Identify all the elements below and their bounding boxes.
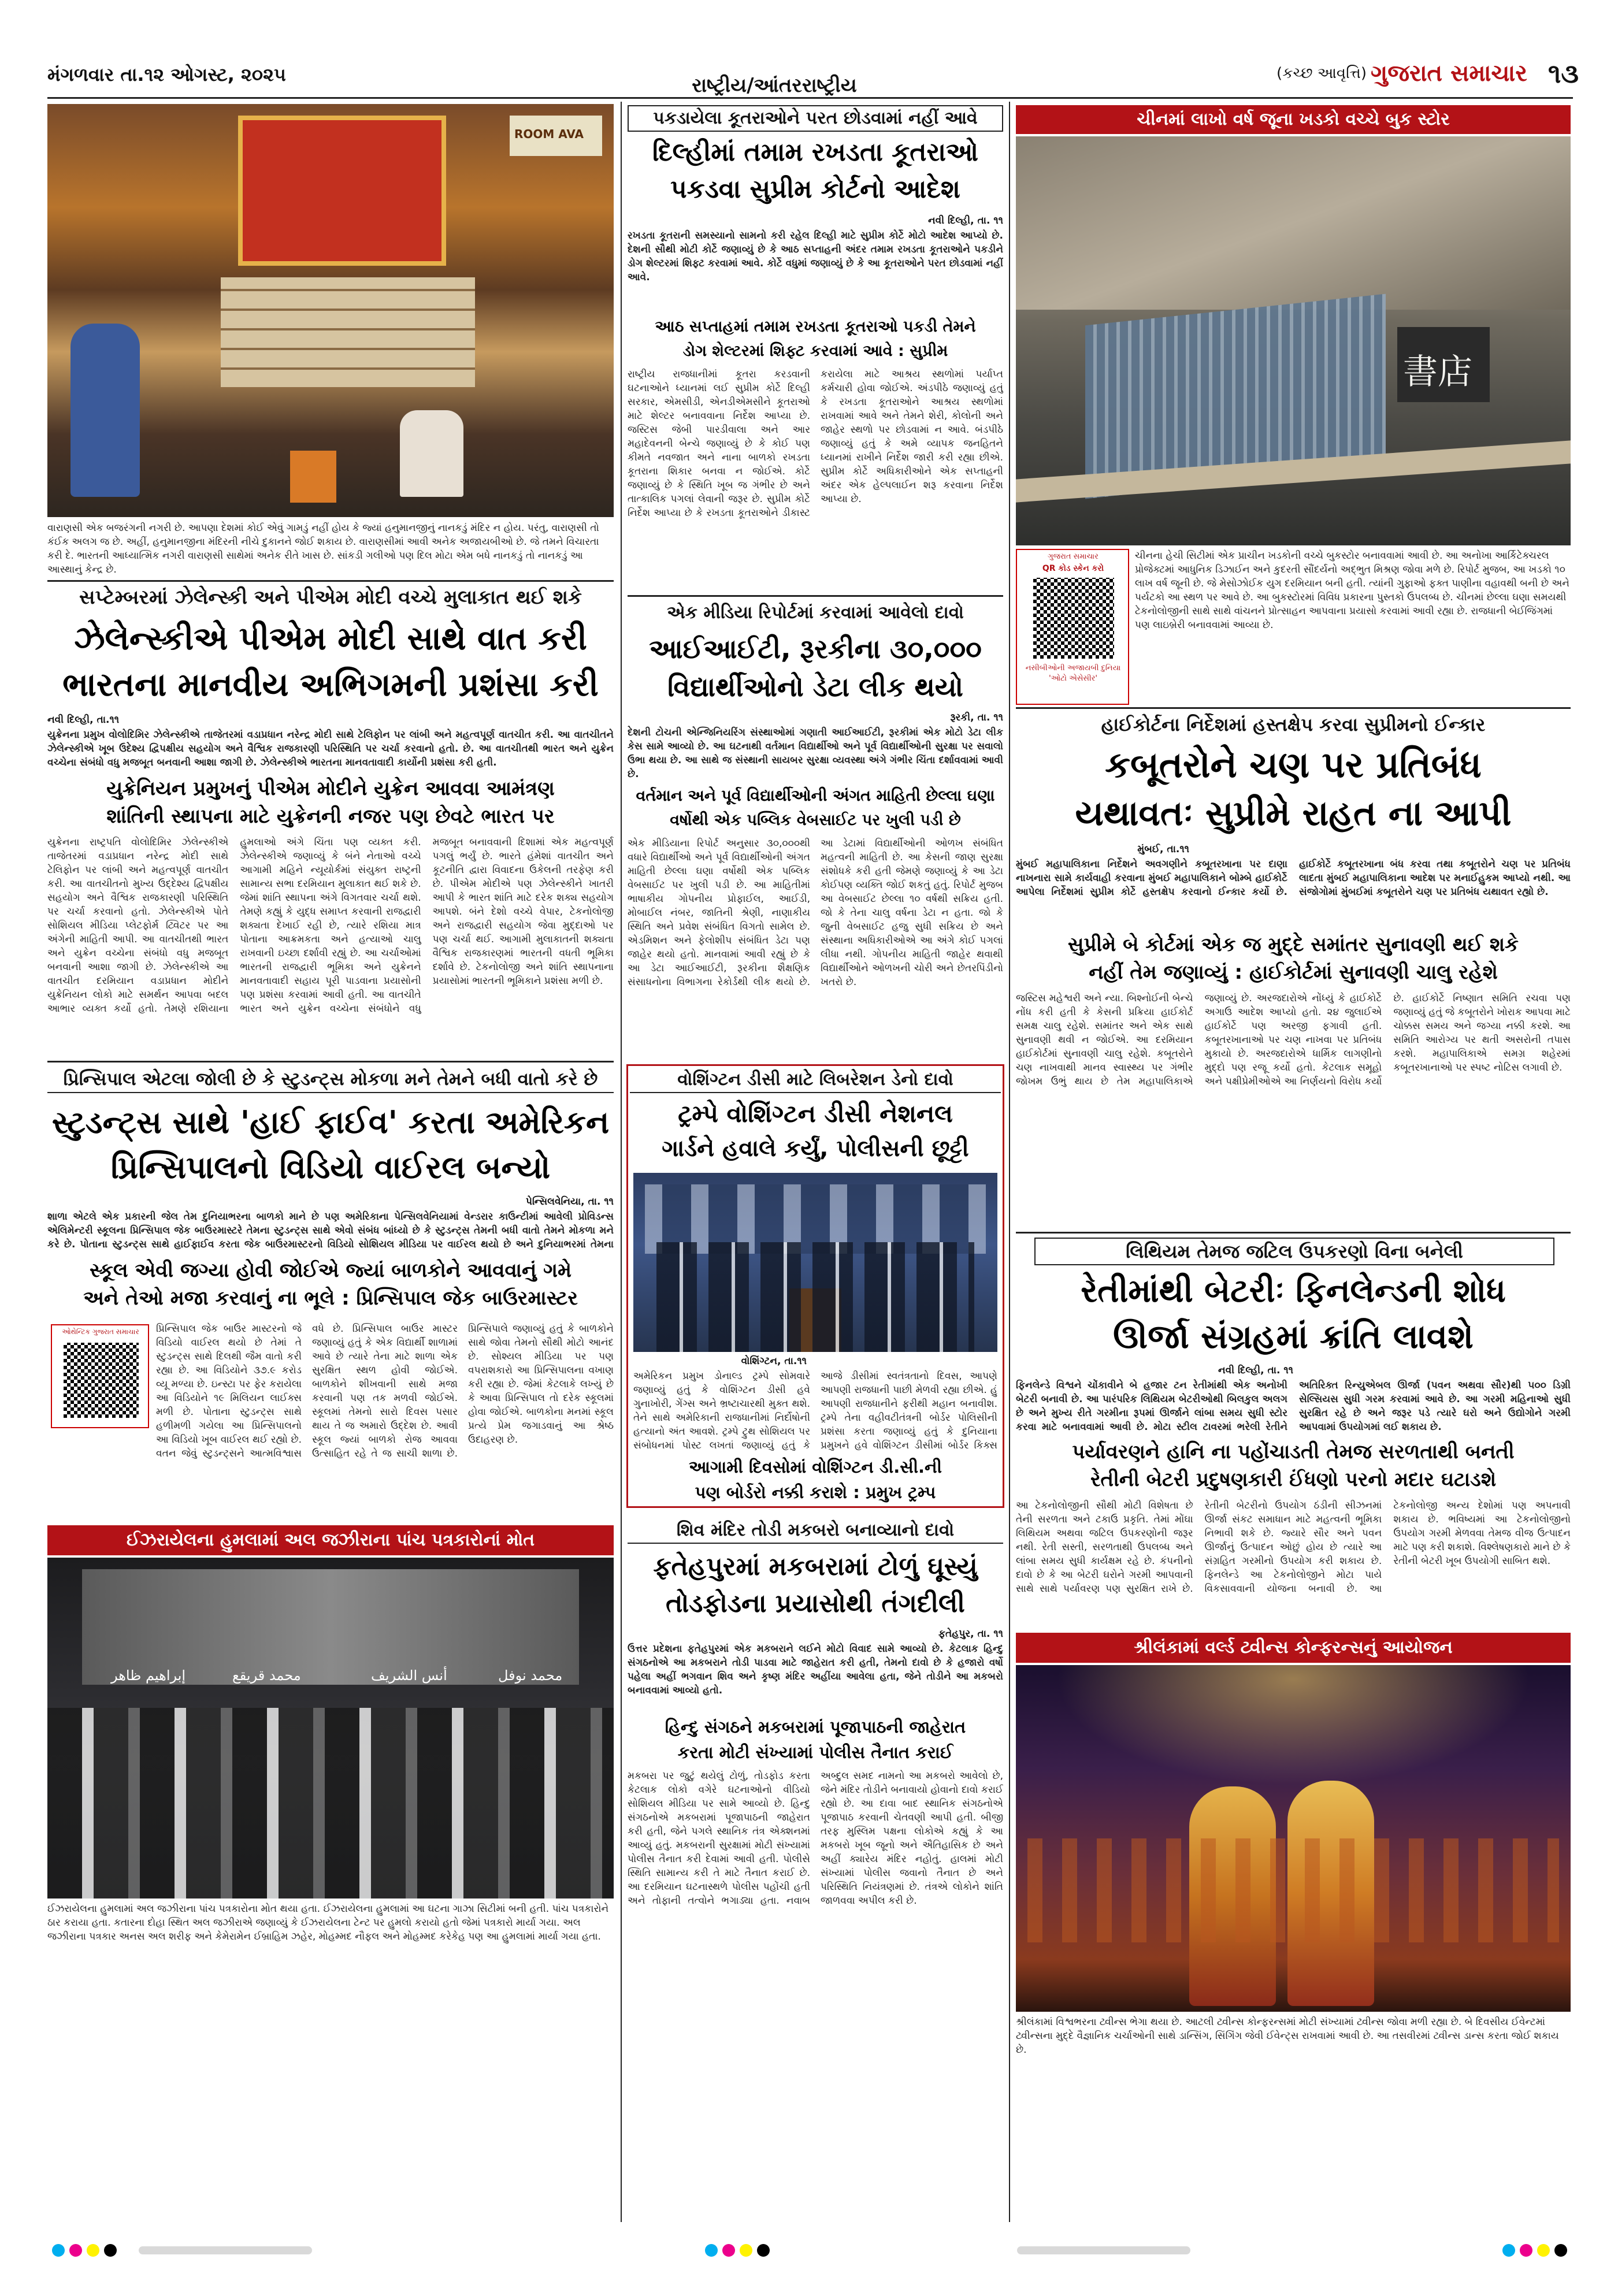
china-photo <box>1016 136 1571 545</box>
zelensky-subhead-1: યુક્રેનિયન પ્રમુખનું પીએમ મોદીને યુક્રેન આવવા આમંત્રણ <box>106 777 555 800</box>
varanasi-shop-sign: ROOM AVA <box>510 116 602 156</box>
zelensky-headline-1: ઝેલેન્સ્કીએ પીએમ મોદી સાથે વાત કરી <box>74 620 587 657</box>
rule-mid-1 <box>628 595 1003 597</box>
registration-mark-cyan <box>52 2244 65 2257</box>
fatehpur-kicker: શિવ મંદિર તોડી મકબરો બનાવ્યાનો દાવો <box>628 1518 1003 1544</box>
varanasi-pedestrian <box>70 324 140 497</box>
varanasi-photo <box>47 104 614 517</box>
battery-body: આ ટેકનોલોજીની સૌથી મોટી વિશેષતા છે તેની સરળતા અને ટકાઉ પ્રકૃતિ. તેમાં મોંઘા લિથિયમ અથવા જટિલ ઉપકરણોની જરૂર નથી. રેતી સસ્તી, સરળતાથી ઉપલબ્ધ અને લાંબા સમય સુધી કાર્યક્ષમ રહે છે. કંપનીનો દાવો છે કે આ બેટરી ઘરોને ગરમી આપવાની સાથે સાથે પર્યાવરણ પણ સુરક્ષિત રાખે છે. રેતીની બેટરીનો ઉપયોગ ઠંડીની સીઝનમાં ઊર્જા સંકટ સમાધાન માટે મહત્વની ભૂમિકા નિભાવી શકે છે. જ્યારે સૌર અને પવન ઊર્જાનું ઉત્પાદન ઓછું હોય છે ત્યારે આ સંગ્રહિત ગરમીનો ઉપયોગ કરી શકાય છે. ફિનલેન્ડે આ ટેકનોલોજીને મોટા પાયે વિકસાવવાની યોજના બનાવી છે. આ ટેકનોલોજી અન્ય દેશોમાં પણ અપનાવી શકાય છે. ભવિષ્યમાં આ ટેકનોલોજીનો ઉપયોગ ગરમી મેળવવા તેમજ વીજ ઉત્પાદન માટે પણ કરી શકાશે. વિશ્લેષણકારો માને છે કે રેતીની બેટરી ખૂબ ઉપયોગી સાબિત થશે. <box>1016 1500 1571 1595</box>
china-caption: ચીનના હેચી સિટીમાં એક પ્રાચીન ખડકોની વચ્ચે બુકસ્ટોર બનાવવામાં આવી છે. આ અનોખા આર્કિટેક્ચરલ પ્રોજેક્ટમાં આધુનિક ડિઝાઈન અને કુદરતી સૌંદર્યનો અદ્ભુત મિશ્રણ જોવા મળે છે. રિપોર્ટ મુજબ, આ ખડકો ૧૦ લાખ વર્ષ જૂની છે. જે મેસોઝોઈક યુગ દરમિયાન બની હતી. ત્યાંની ગુફાઓ ફક્ત પાણીના વહાવથી બની છે અને પર્યટકો આ સ્થળ પર આવે છે. આ બુકસ્ટોરમાં વિવિધ પ્રકારના પુસ્તકો ઉપલબ્ધ છે. ચીનમાં છેલ્લા ઘણા સમયથી ટેકનોલોજીની સાથે સાથે વાંચનને પ્રોત્સાહન આપવાના પ્રયાસો કરવામાં આવી રહ્યા છે. રાજધાની બેઈજિંગમાં પણ લાઇબ્રેરી બનાવવામાં આવ્યા છે. <box>1135 550 1569 631</box>
footer-bar-right <box>1017 2246 1190 2254</box>
pigeons-intro: મુંબઈ મહાપાલિકાના નિર્દેશને અવગણીને કબૂતરખાના પર દાણા નાખનારા સામે કાર્યવાહી કરવાના મુંબઈ મહાપાલિકાને બોમ્બે હાઈકોર્ટે આપેલા નિર્દેશમાં સુપ્રીમ કોર્ટે હસ્તક્ષેપ કરવાનો ઈન્કાર કર્યો છે. હાઈકોર્ટે કબૂતરખાના બંધ કરવા તથા કબૂતરોને ચણ પર પ્રતિબંધ લાદતા મુંબઈ મહાપાલિકાના આદેશ પર મનાઈહુકમ આપ્યો નથી. આ સંજોગોમાં મુંબઈમાં કબૂતરોને ચણ પર પ્રતિબંધ યથાવત રહ્યો છે. <box>1016 859 1571 898</box>
trump-subhead-1: આગામી દિવસોમાં વોશિંગ્ટન ડી.સી.ની <box>689 1457 942 1477</box>
battery-dateline: નવી દિલ્હી, તા. ૧૧ <box>1218 1365 1293 1376</box>
china-qr-bottom: નસીબીઓની અજાયબી દુનિયા 'ઓટો એસેસીર' <box>1025 664 1121 683</box>
china-sign: 書店 <box>1397 327 1490 402</box>
israel-banner-name-2: محمد قريقع <box>232 1667 301 1684</box>
pigeons-subhead-1: સુપ્રીમે બે કોર્ટમાં એક જ મુદ્દે સમાંતર સુનાવણી થઈ શકે <box>1067 933 1519 956</box>
registration-mark-yellow <box>87 2244 99 2257</box>
varanasi-stool <box>290 451 336 503</box>
zelensky-subhead-2: શાંતિની સ્થાપના માટે યુક્રેનની નજર પણ છેવટે ભારત પર <box>106 805 555 828</box>
masthead-date: મંગળવાર તા.૧૨ ઓગસ્ટ, ૨૦૨૫ <box>47 64 286 86</box>
iit-subhead-1: વર્તમાન અને પૂર્વ વિદ્યાર્થીઓની અંગત માહિતી છેલ્લા ઘણા <box>636 787 995 805</box>
dogs-subhead-1: આઠ સપ્તાહમાં તમામ રખડતા કૂતરાઓ પકડી તેમને <box>655 318 976 336</box>
china-cliff <box>1016 136 1571 310</box>
registration-mark-magenta-3 <box>1520 2244 1532 2257</box>
battery-headline-1: રેતીમાંથી બેટરીઃ ફિનલેન્ડની શોધ <box>1081 1272 1506 1310</box>
principal-headline-2: પ્રિન્સિપાલનો વિડિયો વાઈરલ બન્યો <box>110 1149 551 1186</box>
fatehpur-headline-1: ફતેહપુરમાં મકબરામાં ટોળું ઘૂસ્યું <box>653 1552 978 1581</box>
trump-dateline: વોશિંગ્ટન, તા.૧૧ <box>741 1355 807 1367</box>
principal-qr-box <box>51 1324 149 1428</box>
principal-dateline: પેન્સિલવેનિયા, તા. ૧૧ <box>525 1196 614 1208</box>
battery-subhead-2: રેતીની બેટરી પ્રદુષણકારી ઈંધણો પરનો મદાર ઘટાડશે <box>1090 1468 1497 1491</box>
israel-caption: ઈઝરાયેલના હુમલામાં અલ જઝીરાના પાંચ પત્રકારોના મોત થયા હતા. ઈઝરાયેલના હુમલામાં આ ઘટના ગાઝા સિટીમાં બની હતી. પાંચ પત્રકારોને ઠાર કરાયા હતા. કતારના દોહા સ્થિત અલ જઝીરાએ જણાવ્યું કે ઈઝરાયેલના ટેન્ટ પર હુમલો કરાયો હતો જેમાં પત્રકારો માર્યા ગયા. અલ જઝીરાના પત્રકાર અનસ અલ શરીફ અને કેમેરામેન ઈબ્રાહિમ ઝહેર, મોહમ્મદ નૌફલ અને મોહમ્મદ કરેકેહ પણ આ હુમલામાં માર્યા ગયા હતા. <box>47 1903 609 1942</box>
varanasi-shopkeeper <box>400 410 463 497</box>
pigeons-subhead-2: નહીં તેમ જણાવ્યું : હાઈકોર્ટમાં સુનાવણી ચાલુ રહેશે <box>1089 961 1498 984</box>
principal-qr-caption: ઓથેન્ટિક ગુજરાત સમાચાર <box>62 1328 139 1336</box>
pigeons-headline-2: યથાવતઃ સુપ્રીમે રાહત ના આપી <box>1075 793 1512 834</box>
fatehpur-intro: ઉત્તર પ્રદેશના ફતેહપુરમાં એક મકબરાને લઈને મોટો વિવાદ સામે આવ્યો છે. કેટલાક હિન્દુ સંગઠનોએ આ મકબરાને તોડી પાડવા માટે જાહેરાત કરી હતી, તેમનો દાવો છે કે હજારો વર્ષો પહેલા અહીં ભગવાન શિવ અને કૃષ્ણ મંદિર અહીંયા આવેલા હતા, જેને તોડીને આ મકબરો બનાવવામાં આવ્યો હતો. <box>628 1643 1003 1696</box>
trump-subhead-2: પણ બોર્ડરો નક્કી કરાશે : પ્રમુખ ટ્રમ્પ <box>695 1483 936 1502</box>
zelensky-dateline: નવી દિલ્હી, તા.૧૧ <box>47 714 120 726</box>
masthead-rule <box>47 97 1573 99</box>
varanasi-shrine <box>238 116 446 266</box>
column-rule-left <box>621 102 622 2222</box>
principal-kicker: પ્રિન્સિપાલ એટલા જોલી છે કે સ્ટુડન્ટ્સ મોકળા મને તેમને બધી વાતો કરે છે <box>47 1067 614 1093</box>
registration-mark-black <box>104 2244 117 2257</box>
zelensky-intro: યુક્રેનના પ્રમુખ વોલોદિમિર ઝેલેન્સ્કીએ તાજેતરમાં વડાપ્રધાન નરેન્દ્ર મોદી સાથે ટેલિફોન પર લાંબી અને મહત્વપૂર્ણ વાતચીત કરી. આ વાતચીતને ઝેલેન્સ્કીએ ખૂબ ઉદેશ્ય દ્વિપક્ષીય સહયોગ અને વૈશ્વિક રાજકારણી પરિસ્થિતિ પર ચર્ચા કરવાનો હતો. છે. આ વાતચીતથી ભારત અને યુક્રેન વચ્ચેના સંબંધો વધુ મજબૂત બનવાની આશા જાગી છે. ઝેલેન્સ્કીએ ભારતના માનવતાવાદી કાર્યોની પ્રશંસા કરી હતી. <box>47 729 614 768</box>
iit-dateline: રૂરકી, તા. ૧૧ <box>950 712 1003 723</box>
principal-subhead-1: સ્કૂલ એવી જગ્યા હોવી જોઈએ જ્યાં બાળકોને આવવાનું ગમે <box>90 1259 572 1282</box>
dogs-intro: રખડતા કૂતરાની સમસ્યાનો સામનો કરી રહેલ દિલ્હી માટે સુપ્રીમ કોર્ટે મોટો આદેશ આપ્યો છે. દેશની સૌથી મોટી કોર્ટે જણાવ્યું છે કે આઠ સપ્તાહની અંદર તમામ રખડતા કૂતરાઓને પકડીને ડોગ શેલ્ટરમાં શિફ્ટ કરવામાં આવે. કોર્ટે વધુમાં જણાવ્યું છે કે આ કૂતરાઓને પરત છોડવામાં નહીં આવે. <box>628 230 1003 283</box>
china-qr-box <box>1016 549 1129 705</box>
battery-kicker: લિથિયમ તેમજ જટિલ ઉપકરણો વિના બનેલી <box>1034 1238 1554 1265</box>
israel-bar: ઈઝરાયેલના હુમલામાં અલ જઝીરાના પાંચ પત્રકારોનાં મોત <box>47 1525 614 1555</box>
principal-headline-1: સ્ટુડન્ટ્સ સાથે 'હાઈ ફાઈવ' કરતા અમેરિકન <box>51 1104 610 1140</box>
battery-intro: ફિનલેન્ડે વિશ્વને ચોંકાવીને બે હજાર ટન રેતીમાંથી એક અનોખી બેટરી બનાવી છે. આ પારંપરિક લિથિયમ બેટરીઓથી બિલકુલ અલગ છે અને મુખ્ય રીતે ગરમીના રૂપમાં ઊર્જાને લાંબા સમય સુધી સ્ટોર કરવા માટે બનાવવામાં આવી છે. મોટા સ્ટીલ ટાવરમાં ભરેલી રેતીને અતિરિક્ત રિન્યુએબલ ઊર્જા (પવન અથવા સૌર)થી ૫૦૦ ડિગ્રી સેલ્સિયસ સુધી ગરમ કરવામાં આવે છે. આ ગરમી મહિનાઓ સુધી સુરક્ષિત રહે છે અને જરૂર પડે ત્યારે ઘરો અને ઉદ્યોગોને ગરમી આપવામાં ઉપયોગમાં લઈ શકાય છે. <box>1016 1380 1571 1433</box>
fatehpur-headline-2: તોડફોડના પ્રયાસોથી તંગદીલી <box>666 1589 965 1618</box>
china-bar: ચીનમાં લાખો વર્ષ જૂના ખડકો વચ્ચે બુક સ્ટોર <box>1016 105 1571 134</box>
fatehpur-body: મકબરા પર જુટું થયેલું ટોળું, તોડફોડ કરતા કેટલાક લોકો વગેરે ઘટનાઓનો વીડિયો સોશિયલ મીડિયા પર સામે આવ્યો છે. હિન્દુ સંગઠનોએ મકબરામાં પૂજાપાઠની જાહેરાત કરી હતી, જેને પગલે સ્થાનિક તંત્ર એક્શનમાં આવ્યું હતું. મકબરાની સુરક્ષામાં મોટી સંખ્યામાં પોલીસ તૈનાત કરી દેવામાં આવી હતી. પોલીસે સ્થિતિ સામાન્ય કરી તે માટે તૈનાત કરાઈ છે. આ દરમિયાન ઘટનાસ્થળે પોલીસ પહોંચી હતી અને તોફાની તત્વોને ભગાડ્યા હતા. નવાબ અબ્દુલ સમદ નામનો આ મકબરો આવેલો છે, જેને મંદિર તોડીને બનાવાયો હોવાનો દાવો કરાઈ રહ્યો છે. આ દાવા બાદ સ્થાનિક સંગઠનોએ પૂજાપાઠ કરવાની ચેતવણી આપી હતી. બીજી તરફ મુસ્લિમ પક્ષના લોકોએ કહ્યું કે આ મકબરો ખૂબ જૂનો અને ઐતિહાસિક છે અને અહીં ક્યારેય મંદિર નહોતું. હાલમાં મોટી સંખ્યામાં પોલીસ જવાનો તૈનાત છે અને પરિસ્થિતિ નિયંત્રણમાં છે. તંત્રએ લોકોને શાંતિ જાળવવા અપીલ કરી છે. <box>628 1770 1003 1907</box>
china-qr-label: QR કોડ સ્કેન કરો <box>1042 564 1104 573</box>
srilanka-bar: શ્રીલંકામાં વર્લ્ડ ટ્વીન્સ કોન્ફરન્સનું આયોજન <box>1016 1633 1571 1663</box>
trump-officials <box>656 1242 974 1352</box>
fatehpur-dateline: ફતેહપુર, તા. ૧૧ <box>938 1628 1003 1640</box>
iit-body: એક મીડિયાના રિપોર્ટ અનુસાર ૩૦,૦૦૦થી વધારે વિદ્યાર્થીઓ અને પૂર્વ વિદ્યાર્થીઓની અંગત માહિતી છેલ્લા ઘણા વર્ષોથી એક પબ્લિક વેબસાઈટ પર ખુલી પડી છે. આ માહિતીમાં ભાષાકીય ગોપનીય પ્રોફાઈલ, આઈડી, મોબાઈલ નંબર, જાતિની શ્રેણી, નાણાકીય સ્થિતિ અને પ્રવેશ સંબંધિત વિગતો સામેલ છે. એડમિશન અને ફેલોશીપ સંબંધિત ડેટા પણ જાહેર થયો હતો. માનવામાં આવી રહ્યું છે કે આ ડેટા આઈઆઈટી, રૂરકીના શૈક્ષણિક સંસાધનોના વિભાગના રેકોર્ડથી લીક થયો છે. આ ડેટામાં વિદ્યાર્થીઓની ઓળખ સંબંધિત મહત્વની માહિતી છે. આ કેસની જાણ સુરક્ષા સંશોધકે કરી હતી જેમણે જણાવ્યું કે આ ડેટા કોઈપણ વ્યક્તિ જોઈ શકતું હતું. રિપોર્ટ મુજબ આ વેબસાઈટ છેલ્લા ૧૦ વર્ષથી સક્રિય હતી. જો કે તેના ચાલુ વર્ષના ડેટા ન હતા. જો કે જુની વેબસાઈટ હજુ સુધી સક્રિય છે અને સંસ્થાના અધિકારીઓએ આ અંગે કોઈ પગલાં લીધા નથી. ગોપનીય માહિતી જાહેર થવાથી વિદ્યાર્થીઓને ઓળખની ચોરી અને છેતરપિંડીનો ખતરો છે. <box>628 838 1003 988</box>
trump-body: અમેરિકન પ્રમુખ ડોનાલ્ડ ટ્રમ્પે સોમવારે જણાવ્યું હતું કે વોશિંગ્ટન ડીસી હવે ગુનાખોરી, ગેંગ્સ અને ભ્રષ્ટાચારથી મુક્ત થશે. તેને સાથે અમેરિકાની રાજધાનીમાં નિર્દોષોની હત્યાનો અંત આવશે. ટ્રમ્પે ટ્રુથ સોશિયલ પર સંબોધનમાં પોસ્ટ લખતાં જણાવ્યું હતું કે આજે ડીસીમાં સ્વતંત્રતાનો દિવસ, આપણે આપણી રાજધાની પાછી મેળવી રહ્યા છીએ. હું આપણી રાજધાનીને ફરીથી મહાન બનાવીશ. ટ્રમ્પે તેના વહીવટીતંત્રની બોર્ડર પોલિસીની પ્રશંસા કરતા જણાવ્યું હતું કે દુનિયાના પ્રમુખને હવે વોશિંગ્ટન ડીસીમાં બોર્ડર કિક્સ <box>633 1370 997 1451</box>
zelensky-kicker: સપ્ટેમ્બરમાં ઝેલેન્સ્કી અને પીએમ મોદી વચ્ચે મુલાકાત થઈ શકે <box>79 586 582 609</box>
iit-subhead-2: વર્ષોથી એક પબ્લિક વેબસાઈટ પર ખુલી પડી છે <box>670 811 961 829</box>
srilanka-stage-lights <box>1016 1665 1571 1804</box>
srilanka-backdrop-dancers <box>1027 1838 1559 1942</box>
registration-mark-yellow-3 <box>1537 2244 1550 2257</box>
israel-mourners <box>47 1708 614 1899</box>
registration-mark-magenta-2 <box>722 2244 735 2257</box>
trump-headline-1: ટ્રમ્પે વોશિંગ્ટન ડીસી નેશનલ <box>678 1099 953 1128</box>
principal-qr-code <box>64 1343 139 1418</box>
masthead-section: રાષ્ટ્રીય/આંતરરાષ્ટ્રીય <box>692 74 857 97</box>
pigeons-body: જસ્ટિસ મહેશ્વરી અને ન્યા. બિશ્નોઈની બેન્ચે નોંધ કરી હતી કે કેસની પ્રક્રિયા હાઈકોર્ટ સમક્ષ ચાલુ રહેશે. સમાંતર અને એક સાથે સુનાવણી થવી ન જોઈએ. આ દરમિયાન હાઈકોર્ટમાં સુનાવણી ચાલુ રહેશે. કબૂતરોને ચણ નાખવાથી માનવ સ્વાસ્થ્ય પર ગંભીર જોખમ ઉભું થાય છે તેમ મહાપાલિકાએ જણાવ્યું છે. અરજદારોએ નોંધ્યું કે હાઈકોર્ટે અગાઉ આદેશ આપ્યો હતો. ૨૪ જુલાઈએ હાઈકોર્ટે પણ અરજી ફગાવી હતી. કબૂતરખાનાઓ પર ચણ નાખવા પર પ્રતિબંધ મુકાયો છે. અરજદારોએ ધાર્મિક લાગણીનો મુદ્દો પણ રજૂ કર્યો હતો. કેટલાક સમૂહો અને પક્ષીપ્રેમીઓએ આ નિર્ણયનો વિરોધ કર્યો છે. હાઈકોર્ટે નિષ્ણાત સમિતિ રચવા પણ જણાવ્યું હતું જે કબૂતરોને ખોરાક આપવા માટે ચોક્કસ સમય અને જગ્યા નક્કી કરશે. આ સમિતિ આરોગ્ય પર થતી અસરોની તપાસ કરશે. મહાપાલિકાએ સમગ્ર શહેરમાં કબૂતરખાનાઓ પર સ્પષ્ટ નોટિસ લગાવી છે. <box>1016 993 1571 1087</box>
israel-banner-name-3: أنس الشريف <box>371 1667 447 1684</box>
registration-mark-yellow-2 <box>740 2244 752 2257</box>
registration-mark-magenta <box>69 2244 82 2257</box>
registration-mark-black-2 <box>757 2244 770 2257</box>
pigeons-kicker: હાઈકોર્ટના નિર્દેશમાં હસ્તક્ષેપ કરવા સુપ્રીમનો ઈન્કાર <box>1101 714 1486 735</box>
iit-headline-1: આઈઆઈટી, રૂરકીના ૩૦,૦૦૦ <box>649 633 982 664</box>
dogs-headline-2: પકડવા સુપ્રીમ કોર્ટનો આદેશ <box>670 174 960 204</box>
zelensky-body: યુક્રેનના રાષ્ટ્રપતિ વોલોદિમિર ઝેલેન્સ્કીએ તાજેતરમાં વડાપ્રધાન નરેન્દ્ર મોદી સાથે ટેલિફોન પર લાંબી અને મહત્વપૂર્ણ વાતચીત કરી. આ વાતચીતનો મુખ્ય ઉદ્દેશ્ય દ્વિપક્ષીય સહયોગ અને વૈશ્વિક રાજકારણી પરિસ્થિતિ પર ચર્ચા કરવાનો હતો. ઝેલેન્સ્કીએ પોતે સોશિયલ મીડિયા પ્લેટફોર્મ ટ્વિટર પર આ અંગેની માહિતી આપી. આ વાતચીતથી ભારત અને યુક્રેન વચ્ચેના સંબંધો વધુ મજબૂત બનવાની આશા જાગી છે. ઝેલેન્સ્કીએ આ વાતચીત દરમિયાન વડાપ્રધાન મોદીને યુક્રેનિયન લોકો માટે સમર્થન આપવા બદલ આભાર વ્યક્ત કર્યો હતો. તેમણે રશિયાના હુમલાઓ અંગે ચિંતા પણ વ્યક્ત કરી. ઝેલેન્સ્કીએ જણાવ્યું કે બંને નેતાઓ વચ્ચે આગામી મહિને ન્યૂયોર્કમાં સંયુક્ત રાષ્ટ્રની સામાન્ય સભા દરમિયાન મુલાકાત થઈ શકે છે. જેમાં શાંતિ સ્થાપના અંગે વિગતવાર ચર્ચા થશે. તેમણે કહ્યું કે યુદ્ધ સમાપ્ત કરવાની રાજદ્વારી શક્યતા દેખાઈ રહી છે, ત્યારે રશિયા માત્ર પોતાના આક્રમકતા અને હત્યાઓ ચાલુ રાખવાની ઇચ્છા દર્શાવી રહ્યું છે. આ ચર્ચાઓમાં ભારતની રાજદ્વારી ભૂમિકા અને યુક્રેનને માનવતાવાદી સહાય પૂરી પાડવાના પ્રયાસોની પણ પ્રશંસા કરવામાં આવી હતી. આ વાતચીતે ભારત અને યુક્રેન વચ્ચેના સંબંધોને વધુ મજબૂત બનાવવાની દિશામાં એક મહત્વપૂર્ણ પગલું ભર્યું છે. ભારતે હંમેશાં વાતચીત અને કૂટનીતિ દ્વારા વિવાદના ઉકેલની તરફેણ કરી છે. પીએમ મોદીએ પણ ઝેલેન્સ્કીને ખાતરી આપી કે ભારત શાંતિ માટે દરેક શક્ય સહયોગ આપશે. બંને દેશો વચ્ચે વેપાર, ટેકનોલોજી અને રાજદ્વારી સહયોગ જેવા મુદ્દાઓ પર પણ ચર્ચા થઈ. આગામી મુલાકાતની શક્યતા વૈશ્વિક રાજકારણમાં ભારતની વધતી ભૂમિકા દર્શાવે છે. ટેકનોલોજી અને શાંતિ સ્થાપનાના પ્રયાસોમાં ભારતની ભૂમિકાને પ્રશંસા મળી છે. <box>47 837 614 1015</box>
registration-mark-cyan-2 <box>705 2244 718 2257</box>
israel-banner-name-1: إبراهيم ظاهر <box>111 1667 186 1684</box>
china-qr-code <box>1033 578 1114 659</box>
fatehpur-subhead-1: હિન્દુ સંગઠને મકબરામાં પૂજાપાઠની જાહેરાત <box>665 1717 966 1737</box>
dogs-body: રાષ્ટ્રીય રાજધાનીમાં કૂતરા કરડવાની ઘટનાઓને ધ્યાનમાં લઈ સુપ્રીમ કોર્ટે દિલ્હી સરકાર, એમસીડી, એનડીએમસીને કૂતરાઓ માટે શેલ્ટર બનાવવાના નિર્દેશ આપ્યા છે. જસ્ટિસ જેબી પારડીવાલા અને આર મહાદેવનની બેન્ચે જણાવ્યું છે કે કોઈ પણ કીમતે નવજાત અને નાના બાળકો રખડતા કૂતરાના શિકાર બનવા ન જોઈએ. કોર્ટે જણાવ્યું છે કે સ્થિતિ ખૂબ જ ગંભીર છે અને તાત્કાલિક પગલાં લેવાની જરૂર છે. સુપ્રીમ કોર્ટે નિર્દેશ આપ્યા છે કે રખડતા કૂતરાઓને ડીકાસ્ટ કરાયેલા માટે આશ્રય સ્થળોમાં પર્યાપ્ત કર્મચારી હોવા જોઈએ. અંડપીઠે જણાવ્યું હતું કે રખડતા કૂતરાઓને આશ્રય સ્થળોમાં રાખવામાં આવે અને તેમને શેરી, કોલોની અને જાહેર સ્થળો પર છોડવામાં ન આવે. બંડપીઠે જણાવ્યું હતું કે અમે વ્યાપક જનહિતને ધ્યાનમાં રાખીને નિર્દેશ જારી કરી રહ્યા છીએ. સુપ્રીમ કોર્ટે અધિકારીઓને એક સપ્તાહની અંદર એક હેલ્પલાઈન શરૂ કરવાના નિર્દેશ આપ્યા છે. <box>628 369 1003 519</box>
china-qr-top: ગુજરાત સમાચાર <box>1048 552 1099 561</box>
masthead-edition: (કચ્છ આવૃત્તિ) <box>1276 65 1367 82</box>
battery-headline-2: ઊર્જા સંગ્રહમાં ક્રાંતિ લાવશે <box>1113 1317 1474 1356</box>
rule-right-2 <box>1016 1232 1571 1234</box>
column-rule-right <box>1009 102 1010 2222</box>
dogs-dateline: નવી દિલ્હી, તા. ૧૧ <box>927 215 1003 226</box>
varanasi-caption: વારાણસી એક બજરંગની નગરી છે. આપણા દેશમાં કોઈ એવું ગામડું નહીં હોય કે જ્યાં હનુમાનજીનું નાનકડું મંદિર ન હોય. પરંતુ, વારાણસી તો કંઈક અલગ જ છે. અહીં, હનુમાનજીના મંદિરની નીચે દુકાનને જોઈ શકાય છે. વારાણસીમાં આવી અનેક અજાયબીઓ છે. જે તમને વિચારતા કરી દે. ભારતની આધ્યાત્મિક નગરી વારાણસી સાથેમાં અનેક રીતે ખાસ છે. સાંકડી ગલીઓ પણ દિલ મોટા એમ બધે નાનકડું તો નાનકડું આ આસ્થાનું કેન્દ્ર છે. <box>47 522 599 575</box>
registration-mark-cyan-3 <box>1502 2244 1515 2257</box>
registration-mark-black-3 <box>1554 2244 1567 2257</box>
footer-registration-bar <box>0 2236 1618 2271</box>
fatehpur-subhead-2: કરતા મોટી સંખ્યામાં પોલીસ તૈનાત કરાઈ <box>677 1743 953 1762</box>
israel-banner-name-4: محمد نوفل <box>498 1667 563 1684</box>
battery-subhead-1: પર્યાવરણને હાનિ ના પહોંચાડતી તેમજ સરળતાથી બનતી <box>1072 1440 1515 1463</box>
israel-photo <box>47 1558 614 1899</box>
dogs-kicker: પકડાયેલા કૂતરાઓને પરત છોડવામાં નહીં આવે <box>628 105 1003 132</box>
masthead-page-number: ૧૩ <box>1548 58 1579 89</box>
trump-kicker: વોશિંગ્ટન ડીસી માટે લિબરેશન ડેનો દાવો <box>630 1068 1001 1093</box>
dogs-subhead-2: ડોગ શેલ્ટરમાં શિફ્ટ કરવામાં આવે : સુપ્રીમ <box>682 342 948 360</box>
iit-kicker: એક મીડિયા રિપોર્ટમાં કરવામાં આવેલો દાવો <box>667 603 964 623</box>
masthead <box>0 0 1618 99</box>
trump-headline-2: ગાર્ડને હવાલે કર્યું, પોલીસની છૂટ્ટી <box>662 1135 969 1162</box>
rule-left-1 <box>47 580 614 582</box>
pigeons-headline-1: કબૂતરોને ચણ પર પ્રતિબંધ <box>1105 744 1482 786</box>
pigeons-dateline: મુંબઈ, તા.૧૧ <box>1137 844 1189 855</box>
principal-intro: શાળા એટલે એક પ્રકારની જેલ તેમ દુનિયાભરના બાળકો માને છે પણ અમેરિકાના પેન્સિલવેનિયામાં વેન્ડરાર કાઉન્ટીમાં આવેલી પ્રોવિડન્સ એલિમેન્ટરી સ્કૂલના પ્રિન્સિપાલ જેક બાઉરમાસ્ટરે તેમના સ્ટુડન્ટ્સ સાથે એવો સંબંધ બાંધ્યો છે કે સ્ટુડન્ટ્સ તેમની બધી વાતો તેમને મોકળા મને કરે છે. પોતાના સ્ટુડન્ટ્સ સાથે હાઈફાઈવ કરતા જેક બાઉરમાસ્ટરનો વિડિયો સોશિયલ મીડિયા પર વાઈરલ થયો છે અને દુનિયાભરમાં તેમના <box>47 1211 614 1250</box>
srilanka-caption: શ્રીલંકામાં વિશ્વભરના ટ્વીન્સ ભેગા થયા છે. આટલી ટ્વીન્સ કોન્ફરન્સમાં મોટી સંખ્યામાં ટ્વીન્સ જોવા મળી રહ્યા છે. બે દિવસીય ઈવેન્ટમાં ટ્વીન્સના મુદ્દે વૈજ્ઞાનિક ચર્ચાઓની સાથે ડાન્સિંગ, સિંગિંગ જેવી ઈવેન્ટ્સ રાખવામાં આવી છે. આ તસવીરમાં ટ્વીન્સ ડાન્સ કરતા જોઈ શકાય છે. <box>1016 2016 1559 2056</box>
rule-right-1 <box>1016 707 1571 709</box>
footer-bar-left <box>139 2246 312 2254</box>
srilanka-photo <box>1016 1665 1571 2012</box>
masthead-paper-name: ગુજરાત સમાચાર <box>1371 60 1527 87</box>
varanasi-shelves <box>221 277 475 387</box>
iit-intro: દેશની ટોચની એન્જિનિયરિંગ સંસ્થાઓમાં ગણાતી આઈઆઈટી, રૂરકીમાં એક મોટો ડેટા લીક કેસ સામે આવ્યો છે. આ ઘટનાથી વર્તમાન વિદ્યાર્થીઓ અને પૂર્વ વિદ્યાર્થીઓની સુરક્ષા પર સવાલો ઉભા થયા છે. આ સાથે જ સંસ્થાની સાયબર સુરક્ષા વ્યવસ્થા અંગે ગંભીર ચિંતા દર્શાવવામાં આવી છે. <box>628 727 1003 780</box>
iit-headline-2: વિદ્યાર્થીઓનો ડેટા લીક થયો <box>667 671 963 703</box>
rule-left-2 <box>47 1061 614 1062</box>
zelensky-headline-2: ભારતના માનવીય અભિગમની પ્રશંસા કરી <box>62 666 599 704</box>
dogs-headline-1: દિલ્હીમાં તમામ રખડતા કૂતરાઓ <box>652 138 978 167</box>
principal-body: પ્રિન્સિપાલ જેક બાઉર માસ્ટરનો જે વિડિયો વાઈરલ થયો છે તેમાં તે સ્ટુડન્ટ્સ સાથે દિલથી જૈમ વાતો કરી રહ્યા છે. આ વિડિયોને ૩૭.૯ કરોડ વ્યૂ મળ્યા છે. ઇન્સ્ટા પર ફેર કરાયેલા આ વિડિયોને ૧૯ મિલિયન લાઈક્સ મળી છે. પોતાના સ્ટુડન્ટ્સ સાથે હળીમળી ગયેલા આ પ્રિન્સિપાલનો આ વિડિયો ખૂબ વાઈરલ થઈ રહ્યો છે. વતન જેવું સ્ટુડન્ટ્સને આત્મવિશ્વાસ વધે છે. પ્રિન્સિપાલ બાઉર માસ્ટર જણાવ્યું હતું કે એક વિદ્યાર્થી શાળામાં આવે છે ત્યારે તેના માટે શાળા એક સુરક્ષિત સ્થળ હોવી જોઈએ. બાળકોને શીખવાની સાથે મજા કરવાની પણ તક મળવી જોઈએ. સ્કૂલમાં તેમનો સારો દિવસ પસાર થાય તે જ અમારો ઉદ્દેશ છે. આવી સ્કૂલ જ્યાં બાળકો રોજ આવવા ઉત્સાહિત રહે તે જ સાચી શાળા છે. પ્રિન્સિપાલે જણાવ્યું હતું કે બાળકોને સાથે જોવા તેમનો સૌથી મોટો આનંદ છે. સોશ્યલ મીડિયા પર પણ વપરાશકારો આ પ્રિન્સિપાલના વખાણ કરી રહ્યા છે. જેમાં કેટલાકે લખ્યું છે કે આવા પ્રિન્સિપાલ તો દરેક સ્કૂલમાં હોવા જોઈએ. બાળકોના મનમાં સ્કૂલ પ્રત્યે પ્રેમ જગાડવાનું આ શ્રેષ્ઠ ઉદાહરણ છે. <box>156 1323 614 1459</box>
trump-photo <box>633 1173 997 1352</box>
principal-subhead-2: અને તેઓ મજા કરવાનું ના ભૂલે : પ્રિન્સિપાલ જેક બાઉરમાસ્ટર <box>83 1287 578 1310</box>
